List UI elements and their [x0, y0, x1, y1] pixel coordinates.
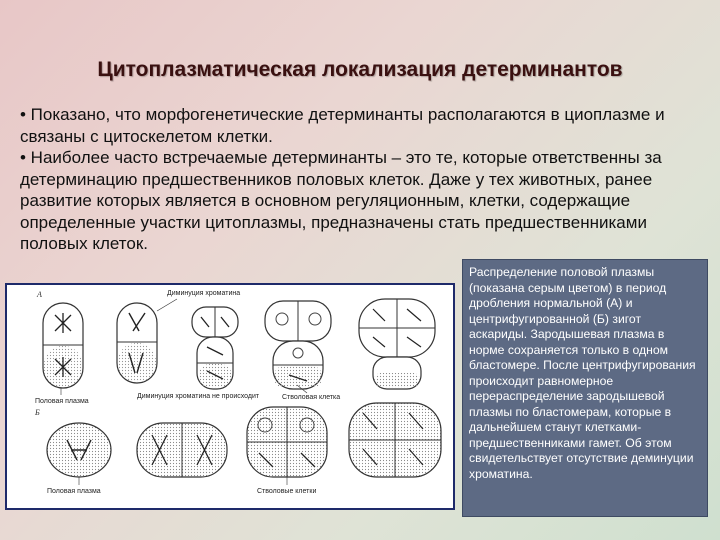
ascaris-cleavage-figure: [5, 283, 455, 510]
bullet-list: [20, 104, 690, 255]
centrifuged-zygote-b1: [47, 423, 111, 477]
zygote-two-cell-a2: [117, 299, 177, 383]
zygote-multicell-a5: [359, 299, 435, 389]
label-sex-plasm-a: Половая плазма: [35, 398, 89, 405]
zygote-four-cell-a4: [265, 301, 331, 389]
cleavage-diagram: [7, 285, 453, 508]
label-stem-cells-b: Стволовые клетки: [257, 488, 317, 495]
label-sex-plasm-b: Половая плазма: [47, 488, 101, 495]
bullet-item: • Показано, что морфогенетические детерминанты располагаются в циоплазме и связаны с цитоскелетом клетки.: [20, 105, 665, 146]
panel-a-label: А: [37, 290, 42, 299]
label-stem-cell-a: Стволовая клетка: [282, 394, 341, 401]
zygote-four-cell-a3: [192, 307, 238, 389]
zygote-two-cell-a1: [43, 303, 83, 388]
centrifuged-multicell-b4: [349, 403, 441, 477]
centrifuged-two-cell-b2: [137, 423, 227, 477]
figure-caption: Распределение половой плазмы (показана серым цветом) в период дробления нормальной (А) и центрифугированной (Б) зигот аскариды. Зародышевая плазма в норме сохраняется только в одном бластомере. После центрифугирования происходит равномерное перераспределение зародышевой плазмы по бластомерам, которые в дальнейшем станут клетками-предшественниками гамет. Об этом свидетельствует отсутствие деминуции хроматина.: [462, 259, 708, 517]
panel-b-label: Б: [35, 408, 40, 417]
slide-title: Цитоплазматическая локализация детерминантов: [97, 58, 623, 81]
label-diminution: Диминуция хроматина: [167, 290, 241, 297]
label-no-diminution: Диминуция хроматина не происходит: [137, 393, 260, 400]
bullet-item: • Наиболее часто встречаемые детерминанты – это те, которые ответственны за детерминацию предшественников половых клеток. Даже у тех животных, ранее развитие которых является в основном регуляционным, клетки, содержащие определенные участки цитоплазмы, предназначены стать предшественниками половых клеток.: [20, 148, 662, 253]
centrifuged-four-cell-b3: [247, 407, 327, 477]
